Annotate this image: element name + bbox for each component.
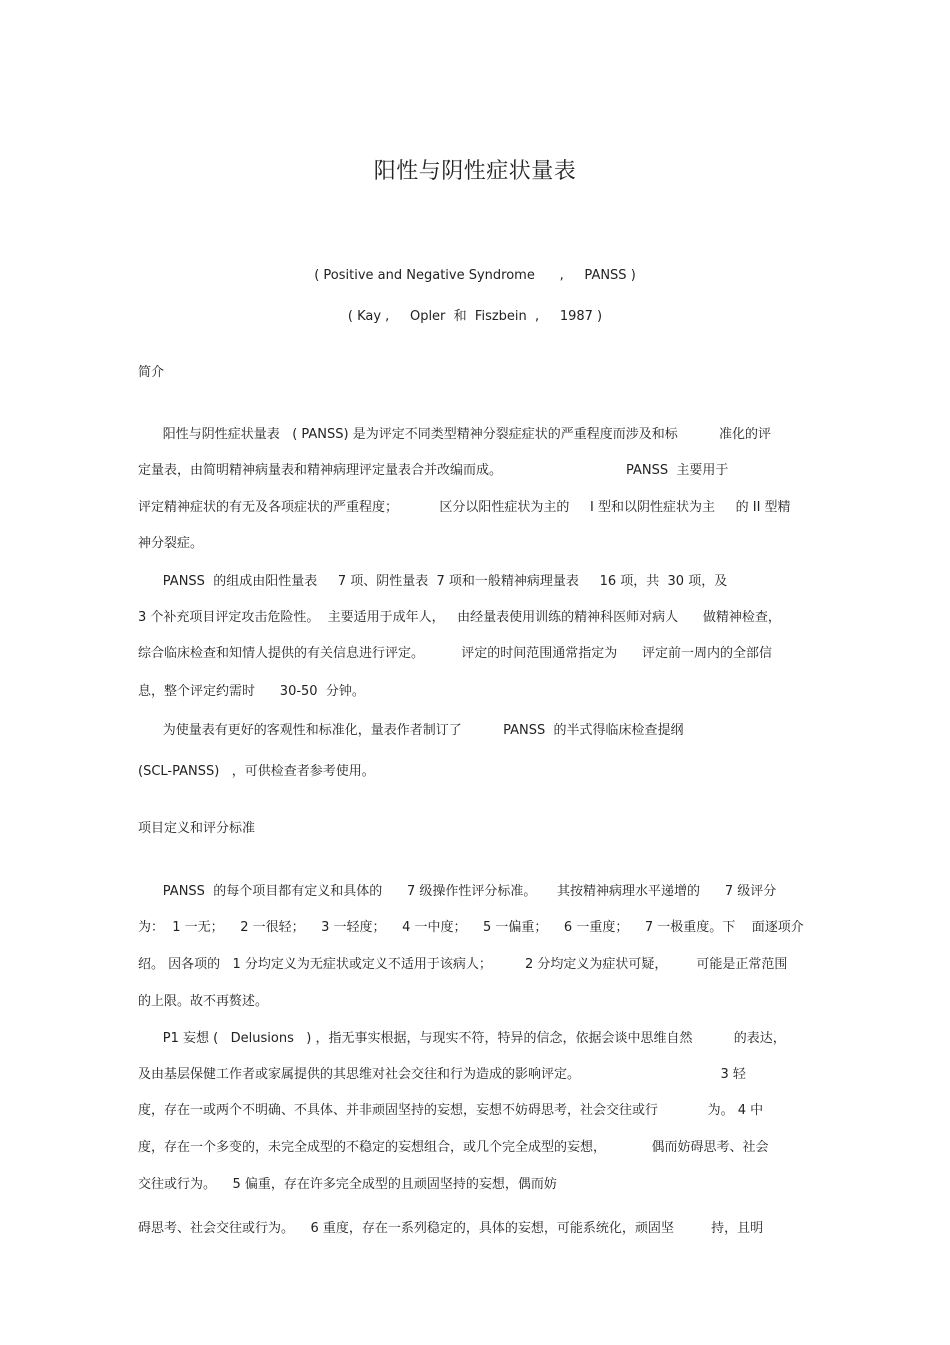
section-heading-intro: 简介 xyxy=(138,365,165,380)
intro-line: 综合临床检查和知情人提供的有关信息进行评定。 评定的时间范围通常指定为 评定前一周内的全部信 xyxy=(138,646,772,661)
intro-line: PANSS 的组成由阳性量表 7 项、阴性量表 7 项和一般精神病理量表 16 项，共 30 项，及 xyxy=(138,574,728,589)
items-line: PANSS 的每个项目都有定义和具体的 7 级操作性评分标准。 其按精神病理水平递增的 7 级评分 xyxy=(138,884,777,899)
items-line: 及由基层保健工作者或家属提供的其思维对社会交往和行为造成的影响评定。 3 轻 xyxy=(138,1067,746,1082)
section-heading-items: 项目定义和评分标准 xyxy=(138,821,256,836)
intro-line: 3 个补充项目评定攻击危险性。 主要适用于成年人， 由经量表使用训练的精神科医师对病人 做精神检查， xyxy=(138,610,781,625)
items-line: 的上限。故不再赘述。 xyxy=(138,994,269,1009)
intro-line: 神分裂症。 xyxy=(138,536,204,551)
subtitle-authors: ( Kay , Opler 和 Fiszbein , 1987 ) xyxy=(347,309,603,324)
intro-line: (SCL-PANSS) ，可供检查者参考使用。 xyxy=(138,764,375,779)
items-line: 为： 1 一无； 2 一很轻； 3 一轻度； 4 一中度； 5 一偏重； 6 一重度； 7 一极重度。下 面逐项介 xyxy=(138,920,804,935)
items-line: 碍思考、社会交往或行为。 6 重度，存在一系列稳定的，具体的妄想，可能系统化，顽固坚 持，且明 xyxy=(138,1221,764,1236)
items-line: 度，存在一或两个不明确、不具体、并非顽固坚持的妄想，妄想不妨碍思考，社会交往或行 为。 4 中 xyxy=(138,1103,764,1118)
items-line: 交往或行为。 5 偏重，存在许多完全成型的且顽固坚持的妄想，偶而妨 xyxy=(138,1177,557,1192)
items-line: P1 妄想 ( Delusions ) ，指无事实根据，与现实不符，特异的信念，依据会谈中思维自然 的表达， xyxy=(138,1031,786,1046)
intro-line: 定量表，由简明精神病量表和精神病理评定量表合并改编而成。 PANSS 主要用于 xyxy=(138,463,729,478)
intro-line: 阳性与阴性症状量表 ( PANSS) 是为评定不同类型精神分裂症症状的严重程度而涉及和标 准化的评 xyxy=(138,427,772,442)
items-line: 绍。 因各项的 1 分均定义为无症状或定义不适用于该病人； 2 分均定义为症状可疑， 可能是正常范围 xyxy=(138,957,788,972)
subtitle-english-name: ( Positive and Negative Syndrome , PANSS ) xyxy=(314,268,636,283)
items-line: 度，存在一个多变的，未完全成型的不稳定的妄想组合，或几个完全成型的妄想， 偶而妨碍思考、社会 xyxy=(138,1140,769,1155)
intro-line: 评定精神症状的有无及各项症状的严重程度； 区分以阳性症状为主的 I 型和以阴性症状为主 的 II 型精 xyxy=(138,500,791,515)
intro-line: 息，整个评定约需时 30-50 分钟。 xyxy=(138,684,365,699)
intro-line: 为使量表有更好的客观性和标准化，量表作者制订了 PANSS 的半式得临床检查提纲 xyxy=(138,723,684,738)
page-title: 阳性与阴性症状量表 xyxy=(373,159,577,184)
